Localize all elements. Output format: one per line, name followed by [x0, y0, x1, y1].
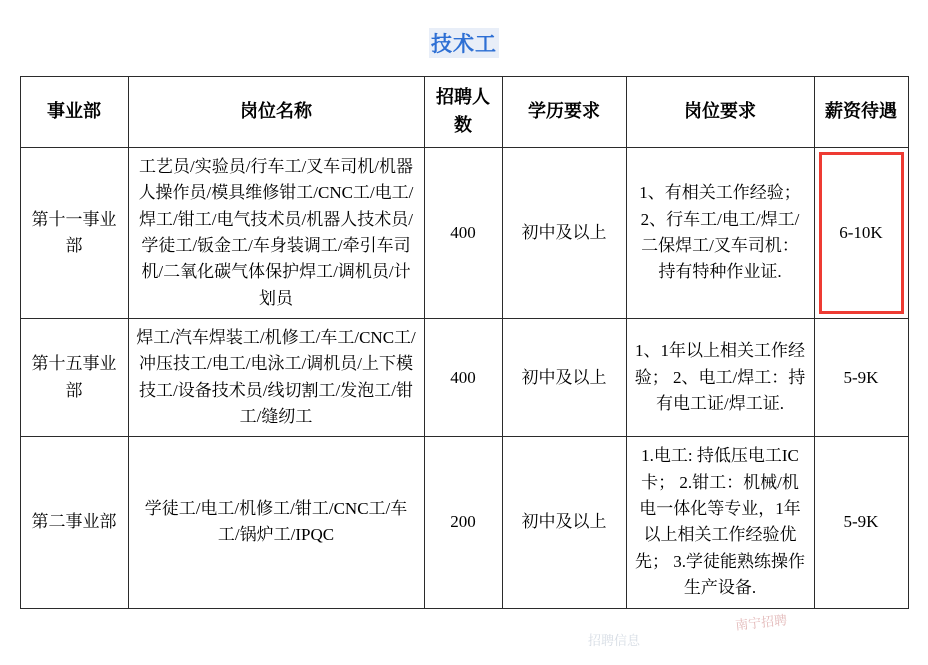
cell-education: 初中及以上 — [502, 319, 626, 437]
watermark-secondary: 招聘信息 — [588, 633, 641, 648]
column-header-post: 岗位名称 — [128, 77, 424, 148]
cell-post: 工艺员/实验员/行车工/叉车司机/机器人操作员/模具维修钳工/CNC工/电工/焊工/钳工/电气技术员/机器人技术员/学徒工/钣金工/车身装调工/牵引车司机/二氧化碳气体保护焊工/调机员/计划员 — [128, 148, 424, 319]
cell-dept: 第十五事业部 — [20, 319, 128, 437]
cell-dept: 第二事业部 — [20, 437, 128, 608]
column-header-requirement: 岗位要求 — [626, 77, 814, 148]
column-header-dept: 事业部 — [20, 77, 128, 148]
cell-salary — [814, 437, 908, 608]
cell-dept: 第十一事业部 — [20, 148, 128, 319]
cell-education: 初中及以上 — [502, 437, 626, 608]
cell-requirement: 1、有相关工作经验； 2、行车工/电工/焊工/二保焊工/叉车司机：持有特种作业证. — [626, 148, 814, 319]
cell-education: 初中及以上 — [502, 148, 626, 319]
column-header-education: 学历要求 — [502, 77, 626, 148]
table-header-row — [20, 77, 908, 148]
salary-value: 5-9K — [843, 512, 879, 532]
page-title: 技术工 — [429, 28, 499, 58]
cell-number: 400 — [424, 148, 502, 319]
cell-requirement: 1.电工: 持低压电工IC卡； 2.钳工：机械/机电一体化等专业，1年以上相关工作经验优先； 3.学徒能熟练操作生产设备. — [626, 437, 814, 608]
page-title-wrap — [0, 0, 928, 76]
column-header-number: 招聘人数 — [424, 77, 502, 148]
cell-salary — [814, 319, 908, 437]
salary-value: 5-9K — [843, 367, 879, 387]
cell-salary — [814, 148, 908, 319]
table-row — [20, 437, 908, 608]
cell-post: 学徒工/电工/机修工/钳工/CNC工/车工/锅炉工/IPQC — [128, 437, 424, 608]
salary-value: 6-10K — [839, 222, 883, 242]
cell-requirement: 1、1年以上相关工作经验； 2、电工/焊工：持有电工证/焊工证. — [626, 319, 814, 437]
column-header-salary: 薪资待遇 — [814, 77, 908, 148]
table-row — [20, 319, 908, 437]
table-row — [20, 148, 908, 319]
watermark: 南宁招聘 — [734, 612, 788, 633]
job-listing-table — [20, 76, 909, 609]
cell-number: 200 — [424, 437, 502, 608]
cell-number: 400 — [424, 319, 502, 437]
cell-post: 焊工/汽车焊装工/机修工/车工/CNC工/冲压技工/电工/电泳工/调机员/上下模技工/设备技术员/线切割工/发泡工/钳工/缝纫工 — [128, 319, 424, 437]
